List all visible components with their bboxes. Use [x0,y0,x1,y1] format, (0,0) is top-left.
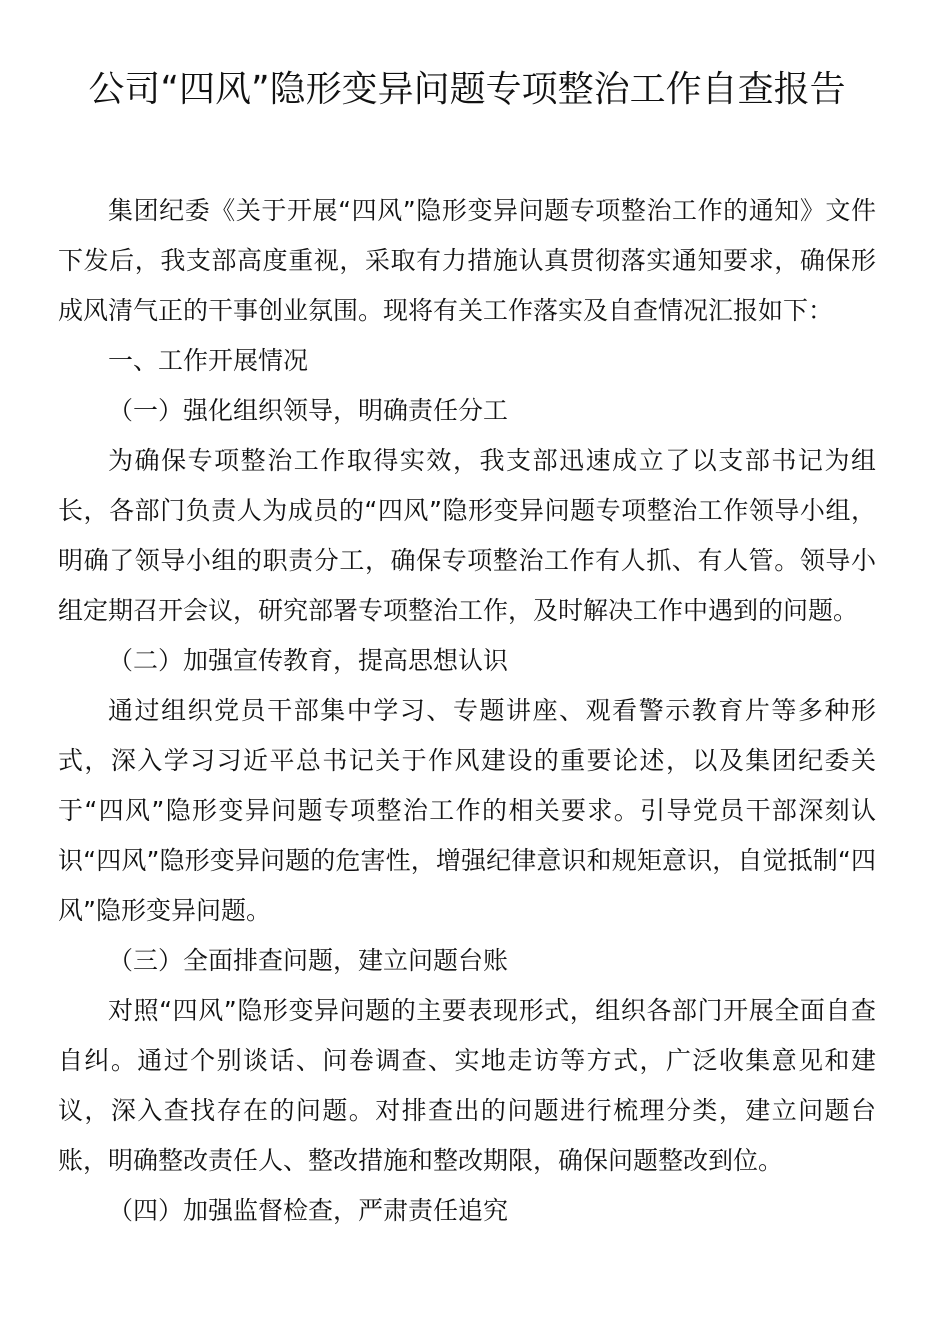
section-heading-1: 一、工作开展情况 [108,346,309,375]
subsection-heading-4: （四）加强监督检查，严肃责任追究 [108,1196,509,1225]
document-body [58,186,876,1236]
paragraph-problem-investigation: 对照“四风”隐形变异问题的主要表现形式，组织各部门开展全面自查自纠。通过个别谈话、问卷调查、实地走访等方式，广泛收集意见和建议，深入查找存在的问题。对排查出的问题进行梳理分类，建立问题台账，明确整改责任人、整改措施和整改期限，确保问题整改到位。 [58,996,876,1175]
subsection-heading-2: （二）加强宣传教育，提高思想认识 [108,646,509,675]
subsection-heading-3: （三）全面排查问题，建立问题台账 [108,946,509,975]
subsection-heading-1: （一）强化组织领导，明确责任分工 [108,396,509,425]
paragraph-organization-leadership: 为确保专项整治工作取得实效，我支部迅速成立了以支部书记为组长，各部门负责人为成员的“四风”隐形变异问题专项整治工作领导小组，明确了领导小组的职责分工，确保专项整治工作有人抓、有人管。领导小组定期召开会议，研究部署专项整治工作，及时解决工作中遇到的问题。 [58,446,876,625]
document-title: 公司“四风”隐形变异问题专项整治工作自查报告 [88,69,846,110]
paragraph-education: 通过组织党员干部集中学习、专题讲座、观看警示教育片等多种形式，深入学习习近平总书记关于作风建设的重要论述，以及集团纪委关于“四风”隐形变异问题专项整治工作的相关要求。引导党员干部深刻认识“四风”隐形变异问题的危害性，增强纪律意识和规矩意识，自觉抵制“四风”隐形变异问题。 [58,696,876,925]
paragraph-intro: 集团纪委《关于开展“四风”隐形变异问题专项整治工作的通知》文件下发后，我支部高度重视，采取有力措施认真贯彻落实通知要求，确保形成风清气正的干事创业氛围。现将有关工作落实及自查情况汇报如下： [58,196,876,325]
